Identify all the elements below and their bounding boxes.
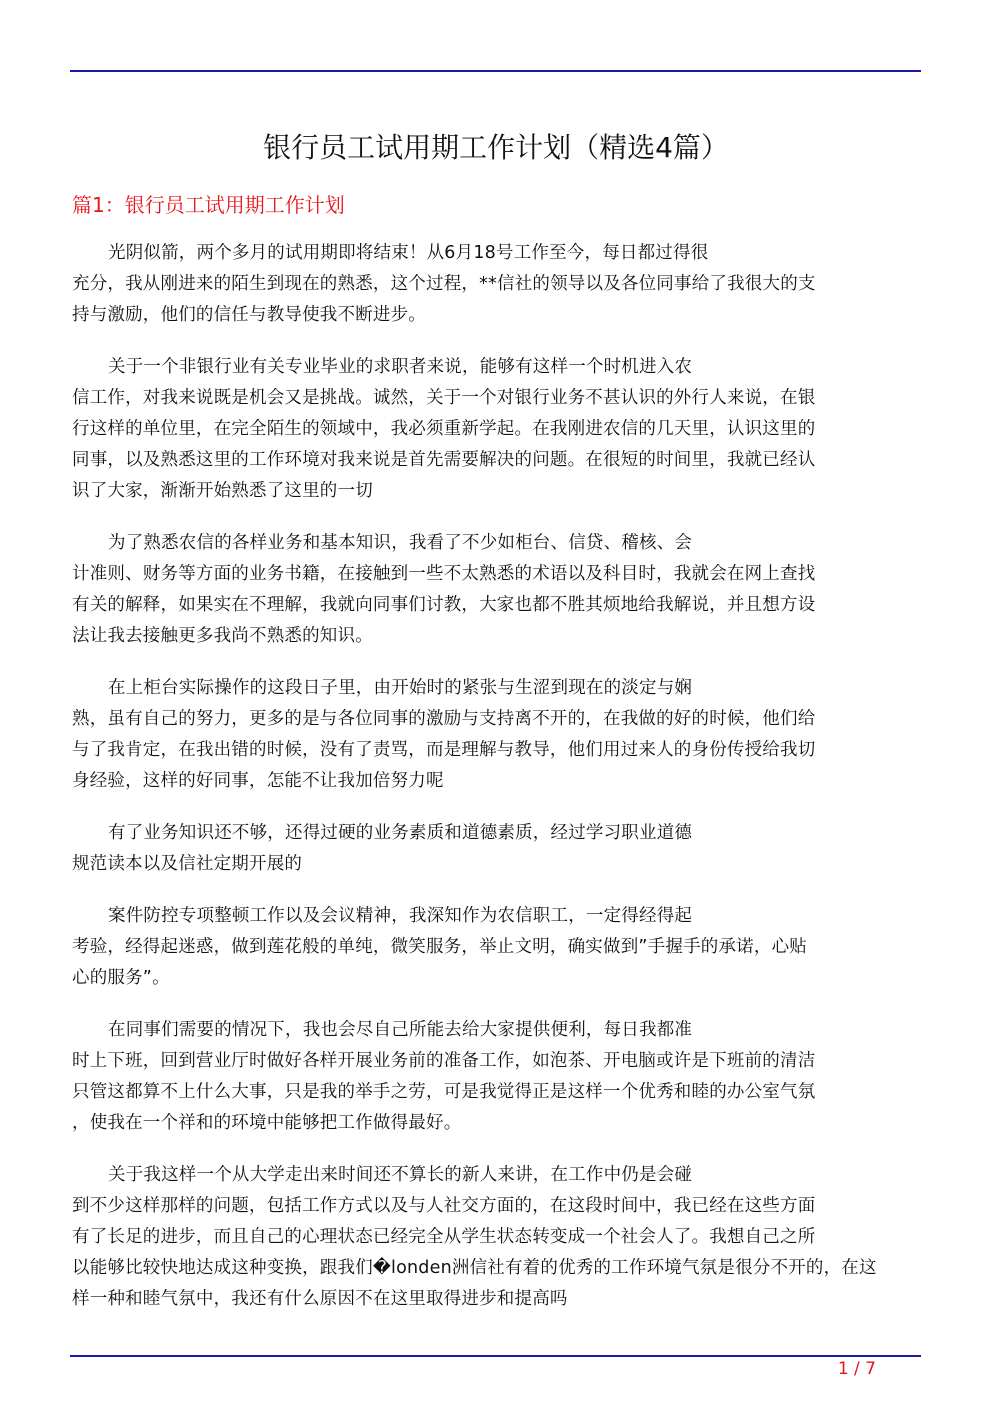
paragraph [72, 1015, 912, 1139]
paragraph [72, 673, 912, 797]
paragraph-line: 心的服务”。 [72, 968, 170, 988]
paragraph-line: 同事，以及熟悉这里的工作环境对我来说是首先需要解决的问题。在很短的时间里，我就已经认 [72, 450, 816, 470]
paragraph-line: 案件防控专项整顿工作以及会议精神，我深知作为农信职工，一定得经得起 [108, 906, 693, 926]
paragraph-line: 以能够比较快地达成这种变换，跟我们�londen洲信社有着的优秀的工作环境气氛是很分不开的，在这 [72, 1258, 877, 1278]
paragraph [72, 352, 912, 507]
paragraph-line: ，使我在一个祥和的环境中能够把工作做得最好。 [72, 1113, 462, 1133]
paragraph-line: 持与激励，他们的信任与教导使我不断进步。 [72, 305, 426, 325]
paragraph-line: 识了大家，渐渐开始熟悉了这里的一切 [72, 481, 373, 501]
document-title: 银行员工试用期工作计划（精选4篇） [263, 131, 729, 164]
paragraph-line: 考验，经得起迷惑，做到莲花般的单纯，微笑服务，举止文明，确实做到”手握手的承诺，心贴 [72, 937, 807, 957]
paragraph-line: 行这样的单位里，在完全陌生的领域中，我必须重新学起。在我刚进农信的几天里，认识这里的 [72, 419, 816, 439]
footer-rule [70, 1355, 921, 1357]
paragraph [72, 1160, 912, 1315]
paragraph-line: 在同事们需要的情况下，我也会尽自己所能去给大家提供便利，每日我都准 [108, 1020, 693, 1040]
paragraph-line: 与了我肯定，在我出错的时候，没有了责骂，而是理解与教导，他们用过来人的身份传授给我切 [72, 740, 816, 760]
paragraph-line: 到不少这样那样的问题，包括工作方式以及与人社交方面的，在这段时间中，我已经在这些方面 [72, 1196, 816, 1216]
paragraph-line: 规范读本以及信社定期开展的 [72, 854, 303, 874]
paragraph-line: 样一种和睦气氛中，我还有什么原因不在这里取得进步和提高吗 [72, 1289, 568, 1309]
paragraph-line: 关于我这样一个从大学走出来时间还不算长的新人来讲，在工作中仍是会碰 [108, 1165, 693, 1185]
paragraph [72, 901, 912, 994]
paragraph [72, 528, 912, 652]
paragraph-line: 法让我去接触更多我尚不熟悉的知识。 [72, 626, 373, 646]
paragraph-line: 光阴似箭，两个多月的试用期即将结束！从6月18号工作至今，每日都过得很 [108, 243, 709, 263]
paragraph-line: 充分，我从刚进来的陌生到现在的熟悉，这个过程，**信社的领导以及各位同事给了我很大的支 [72, 274, 816, 294]
page-number: 1 / 7 [837, 1359, 876, 1379]
paragraph-line: 计准则、财务等方面的业务书籍，在接触到一些不太熟悉的术语以及科目时，我就会在网上查找 [72, 564, 816, 584]
paragraph [72, 238, 912, 331]
paragraph-line: 信工作，对我来说既是机会又是挑战。诚然，关于一个对银行业务不甚认识的外行人来说，在银 [72, 388, 816, 408]
section-heading: 篇1：银行员工试用期工作计划 [72, 193, 345, 217]
paragraph-line: 时上下班，回到营业厅时做好各样开展业务前的准备工作，如泡茶、开电脑或许是下班前的清洁 [72, 1051, 816, 1071]
document-body [72, 238, 912, 1336]
paragraph-line: 只管这都算不上什么大事，只是我的举手之劳，可是我觉得正是这样一个优秀和睦的办公室气氛 [72, 1082, 816, 1102]
paragraph-line: 有了业务知识还不够，还得过硬的业务素质和道德素质，经过学习职业道德 [108, 823, 693, 843]
paragraph-line: 身经验，这样的好同事，怎能不让我加倍努力呢 [72, 771, 444, 791]
paragraph-line: 关于一个非银行业有关专业毕业的求职者来说，能够有这样一个时机进入农 [108, 357, 693, 377]
paragraph-line: 熟，虽有自己的努力，更多的是与各位同事的激励与支持离不开的，在我做的好的时候，他们给 [72, 709, 816, 729]
paragraph-line: 在上柜台实际操作的这段日子里，由开始时的紧张与生涩到现在的淡定与娴 [108, 678, 693, 698]
paragraph [72, 818, 912, 880]
paragraph-line: 有了长足的进步，而且自己的心理状态已经完全从学生状态转变成一个社会人了。我想自己之所 [72, 1227, 816, 1247]
header-rule [70, 70, 921, 72]
paragraph-line: 为了熟悉农信的各样业务和基本知识，我看了不少如柜台、信贷、稽核、会 [108, 533, 693, 553]
paragraph-line: 有关的解释，如果实在不理解，我就向同事们讨教，大家也都不胜其烦地给我解说，并且想方设 [72, 595, 816, 615]
